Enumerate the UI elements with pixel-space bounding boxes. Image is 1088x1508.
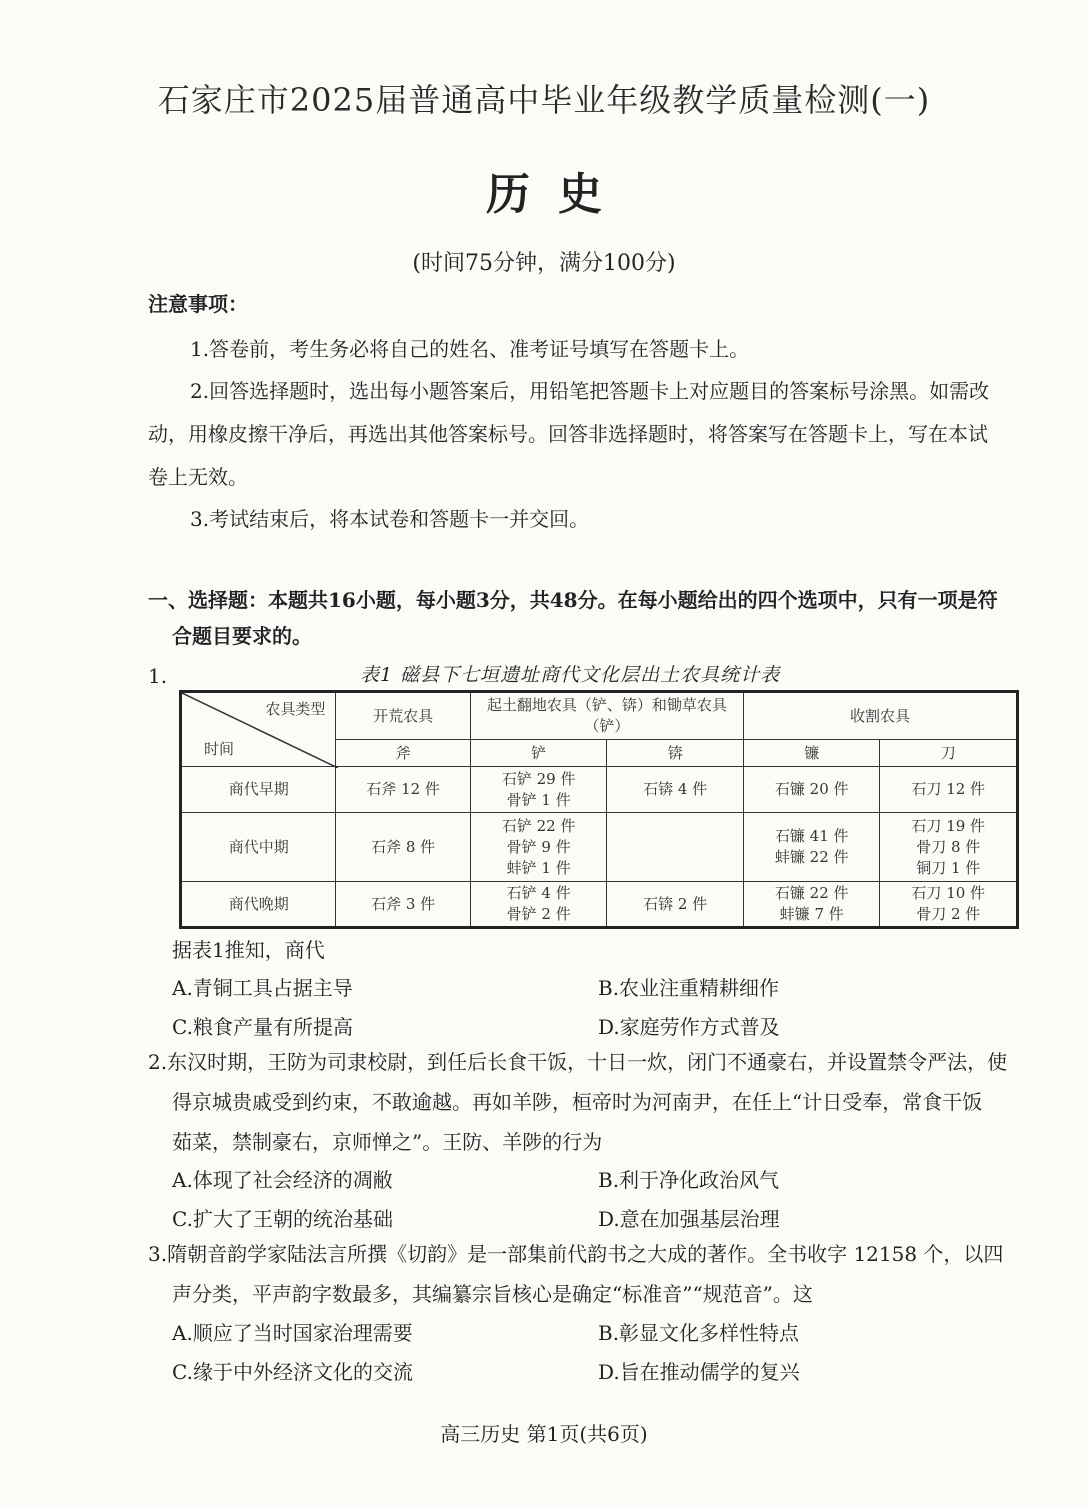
group-header-2: 起土翻地农具（铲、锛）和锄草农具（铲） — [470, 692, 743, 740]
cell-knife: 石刀 12 件 — [880, 767, 1018, 813]
time-note: (时间75分钟，满分100分) — [412, 251, 676, 276]
page-footer: 高三历史 第1页(共6页) — [440, 1422, 648, 1446]
q1-option-b: B.农业注重精耕细作 — [598, 976, 780, 1000]
cell-shovel: 石铲 4 件 骨铲 2 件 — [470, 882, 607, 928]
q3-option-b: B.彰显文化多样性特点 — [598, 1321, 800, 1345]
question-1-number: 1. — [148, 664, 168, 688]
q1-option-c: C.粮食产量有所提高 — [172, 1015, 353, 1039]
cell-adze: 石锛 2 件 — [607, 882, 744, 928]
q1-option-d: D.家庭劳作方式普及 — [598, 1015, 780, 1039]
sub-header-adze: 锛 — [607, 740, 744, 767]
row-period: 商代早期 — [181, 767, 336, 813]
cell-adze — [607, 813, 744, 882]
q2-option-d: D.意在加强基层治理 — [598, 1207, 780, 1231]
cell-shovel: 石铲 22 件 骨铲 9 件 蚌铲 1 件 — [470, 813, 607, 882]
table-row — [181, 813, 1018, 882]
q3-line-1: 3.隋朝音韵学家陆法言所撰《切韵》是一部集前代韵书之大成的著作。全书收字 12158 个，以四 — [148, 1242, 1004, 1266]
notice-item-2-line-1: 2.回答选择题时，选出每小题答案后，用铅笔把答题卡上对应题目的答案标号涂黑。如需改 — [190, 379, 990, 403]
section-heading-line-1: 一、选择题：本题共16小题，每小题3分，共48分。在每小题给出的四个选项中，只有一项是符 — [148, 588, 998, 612]
table-corner-cell — [181, 692, 336, 767]
notice-item-2-line-2: 动，用橡皮擦干净后，再选出其他答案标号。回答非选择题时，将答案写在答题卡上，写在本试 — [148, 422, 988, 446]
notice-item-2-line-3: 卷上无效。 — [148, 465, 248, 489]
sub-header-sickle: 镰 — [743, 740, 879, 767]
question-1-stem: 据表1推知，商代 — [172, 938, 325, 962]
cell-axe: 石斧 8 件 — [336, 813, 470, 882]
q2-option-b: B.利于净化政治风气 — [598, 1168, 780, 1192]
cell-sickle: 石镰 41 件 蚌镰 22 件 — [743, 813, 879, 882]
sub-header-shovel: 铲 — [470, 740, 607, 767]
cell-knife: 石刀 10 件 骨刀 2 件 — [880, 882, 1018, 928]
table-row — [181, 767, 1018, 813]
exam-title: 石家庄市2025届普通高中毕业年级教学质量检测(一) — [157, 81, 931, 119]
subject-title: 历史 — [486, 169, 630, 220]
notice-item-3: 3.考试结束后，将本试卷和答题卡一并交回。 — [190, 507, 590, 531]
cell-shovel: 石铲 29 件 骨铲 1 件 — [470, 767, 607, 813]
q2-option-a: A.体现了社会经济的凋敝 — [172, 1168, 393, 1192]
table-caption: 表1 磁县下七垣遗址商代文化层出土农具统计表 — [360, 664, 781, 686]
corner-bottom-label: 时间 — [204, 740, 235, 758]
q2-line-2: 得京城贵戚受到约束，不敢逾越。再如羊陟，桓帝时为河南尹，在任上“计日受奉，常食干饭 — [172, 1090, 983, 1114]
q3-option-d: D.旨在推动儒学的复兴 — [598, 1360, 800, 1384]
cell-sickle: 石镰 22 件 蚌镰 7 件 — [743, 882, 879, 928]
cell-sickle: 石镰 20 件 — [743, 767, 879, 813]
table-row — [181, 882, 1018, 928]
q2-line-1: 2.东汉时期，王防为司隶校尉，到任后长食干饭，十日一炊，闭门不通豪右，并设置禁令严法，使 — [148, 1050, 1008, 1074]
farm-tool-table — [179, 690, 1019, 929]
sub-header-axe: 斧 — [336, 740, 470, 767]
q3-option-a: A.顺应了当时国家治理需要 — [172, 1321, 413, 1345]
q1-option-a: A.青铜工具占据主导 — [172, 976, 353, 1000]
section-heading — [148, 582, 1053, 654]
corner-top-label: 农具类型 — [265, 700, 326, 718]
row-period: 商代晚期 — [181, 882, 336, 928]
group-header-1: 开荒农具 — [336, 692, 470, 740]
cell-adze: 石锛 4 件 — [607, 767, 744, 813]
section-heading-line-2: 合题目要求的。 — [172, 624, 312, 648]
q2-option-c: C.扩大了王朝的统治基础 — [172, 1207, 393, 1231]
question-3 — [148, 1234, 1053, 1314]
notice-title: 注意事项： — [148, 292, 248, 316]
group-header-3: 收割农具 — [743, 692, 1017, 740]
q3-line-2: 声分类，平声韵字数最多，其编纂宗旨核心是确定“标准音”“规范音”。这 — [172, 1282, 813, 1306]
q2-line-3: 茹菜，禁制豪右，京师惮之”。王防、羊陟的行为 — [172, 1130, 603, 1154]
sub-header-knife: 刀 — [880, 740, 1018, 767]
q3-option-c: C.缘于中外经济文化的交流 — [172, 1360, 413, 1384]
cell-knife: 石刀 19 件 骨刀 8 件 铜刀 1 件 — [880, 813, 1018, 882]
cell-axe: 石斧 3 件 — [336, 882, 470, 928]
cell-axe: 石斧 12 件 — [336, 767, 470, 813]
question-2 — [148, 1042, 1053, 1162]
notice-item-1: 1.答卷前，考生务必将自己的姓名、准考证号填写在答题卡上。 — [190, 337, 750, 361]
row-period: 商代中期 — [181, 813, 336, 882]
